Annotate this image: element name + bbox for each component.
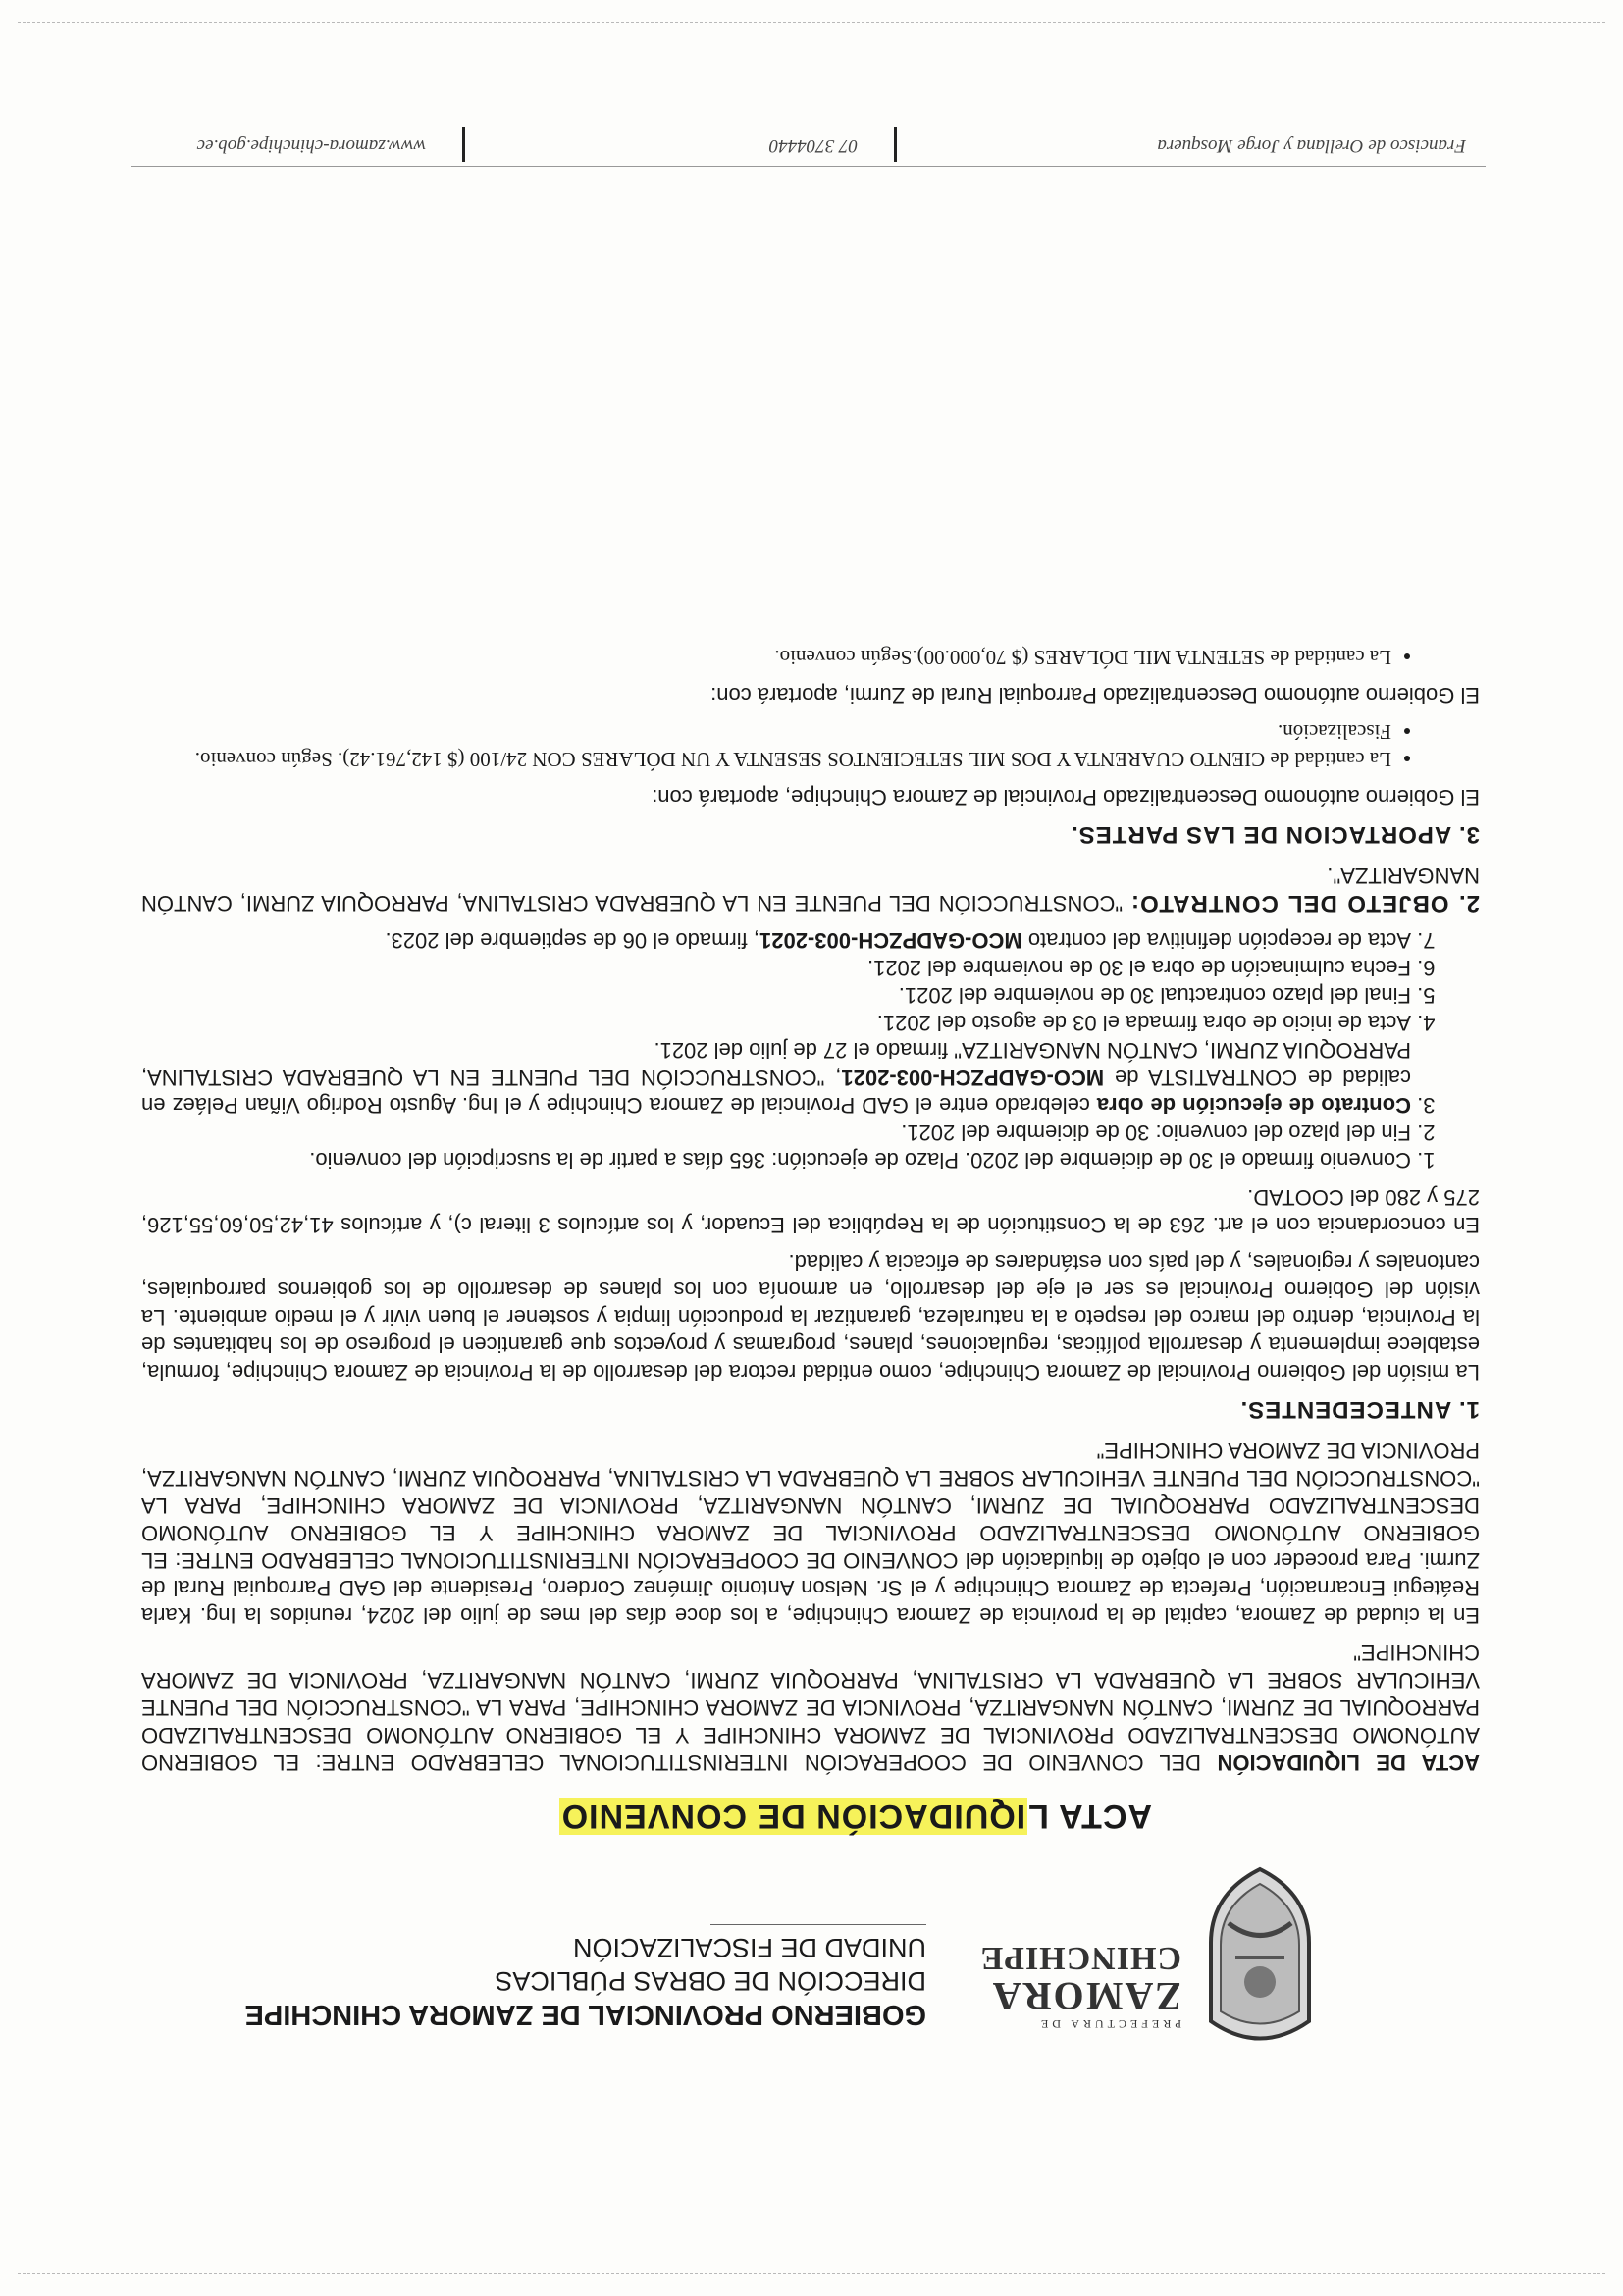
list-item: 4. Acta de inicio de obra firmada el 03 de agosto del 2021. xyxy=(141,1009,1411,1036)
objeto-text: "CONSTRUCCIÓN DEL PUENTE EN LA QUEBRADA CRISTALINA, PARROQUIA ZURMI, CANTÓN NANGARITZA". xyxy=(141,863,1480,915)
reception-rest: , firmado el 06 de septiembre del 2023. xyxy=(385,928,760,953)
brand-mark xyxy=(979,1940,1181,2031)
letterhead-divider xyxy=(710,1924,926,1925)
intro-text: DEL CONVENIO DE COOPERACIÓN INTERINSTITUCIONAL CELEBRADO ENTRE: EL GOBIERNO AUTÓNOMO DESCENTRALIZADO PROVINCIAL DE ZAMORA CHINCHIPE Y EL GOBIERNO AUTÓNOMO DESCENTRALIZADO PARROQUIAL DE ZURMI, CANTÓN NANGARITZA, PROVINCIA DE ZAMORA CHINCHIPE, PARA LA "CONSTRUCCIÓN DEL PUENTE VEHICULAR SOBRE LA QUEBRADA LA CRISTALINA, PARROQUIA ZURMI, CANTÓN NANGARITZA, PROVINCIA DE ZAMORA CHINCHIPE" xyxy=(141,1641,1480,1775)
contract-bold: Contrato de ejecución de obra xyxy=(1096,1093,1411,1118)
section-antecedentes: 1. ANTECEDENTES. xyxy=(1239,1396,1480,1423)
opening-paragraph: En la ciudad de Zamora, capital de la provincia de Zamora Chinchipe, a los doce días del mes de julio del 2024, reunidos la Ing. Karla Reátegui Encarnación, Prefecta de Zamora Chinchipe y el Sr. Nelson Antonio Jiménez Cordero, Presidente del GAD Parroquial Rural de Zurmi. Para proceder con el objeto de liquidación del CONVENIO DE COOPERACIÓN INTERINSTITUCIONAL CELEBRADO ENTRE: EL GOBIERNO AUTÓNOMO DESCENTRALIZADO PROVINCIAL DE ZAMORA CHINCHIPE Y EL GOBIERNO AUTÓNOMO DESCENTRALIZADO PARROQUIAL DE ZURMI, CANTÓN NANGARITZA, PROVINCIA DE ZAMORA CHINCHIPE, PARA LA "CONSTRUCCIÓN DEL PUENTE VEHICULAR SOBRE LA QUEBRADA LA CRISTALINA, PARROQUIA ZURMI, CANTÓN NANGARITZA, PROVINCIA DE ZAMORA CHINCHIPE" xyxy=(141,1438,1480,1628)
list-item: 5. Final del plazo contractual 30 de noviembre del 2021. xyxy=(141,981,1411,1009)
list-item: 1. Convenio firmado el 30 de diciembre del 2020. Plazo de ejecución: 365 días a partir de la suscripción del convenio. xyxy=(141,1146,1411,1174)
section-aportacion: 3. APORTACION DE LAS PARTES. xyxy=(1071,821,1480,848)
reception-code: MCO-GADPZCH-003-2021 xyxy=(759,928,1022,953)
footer-website: www.zamora-chinchipe.gob.ec xyxy=(196,135,426,156)
brand-line-2: CHINCHIPE xyxy=(979,1940,1181,1976)
parish-contribution: El Gobierno autónomo Descentralizado Parroquial Rural de Zurmi, aportará con: xyxy=(710,683,1480,707)
reception-text: Acta de recepción definitiva del contrato xyxy=(1021,928,1411,953)
brand-prefix: PREFECTURA DE xyxy=(1036,2017,1181,2031)
list-item: 2. Fin del plazo del convenio: 30 de diciembre del 2021. xyxy=(141,1119,1411,1146)
list-item: • La cantidad de SETENTA MIL DÓLARES ($ 70,000.00).Según convenio. xyxy=(141,644,1391,671)
footer-divider xyxy=(894,127,897,162)
parish-contribution-list xyxy=(141,644,1480,671)
list-item: • La cantidad de CIENTO CUARENTA Y DOS MIL SETECIENTOS SESENTA Y UN DÓLARES CON 24/100 ($ 142,761.42). Según convenio. xyxy=(141,746,1391,773)
contract-rest: , "CONSTRUCCIÓN DEL PUENTE EN LA QUEBRADA CRISTALINA, PARROQUIA ZURMI, CANTÓN NANGARITZA" firmado el 27 de julio del 2021. xyxy=(141,1038,1411,1090)
legal-paragraph: En concordancia con el art. 263 de la Constitución de la República del Ecuador, y los artículos 3 literal c), y artículos 41,42,50,60,55,126, 275 y 280 del COOTAD. xyxy=(141,1185,1480,1237)
letterhead xyxy=(244,1864,1329,2051)
footer-divider xyxy=(462,127,465,162)
list-item: 6. Fecha culminación de obra el 30 de noviembre del 2021. xyxy=(141,954,1411,981)
footer-phone: 07 3704440 xyxy=(768,135,858,156)
scan-edge-bottom xyxy=(18,22,1605,23)
section-objeto xyxy=(141,861,1480,916)
provincial-contribution: El Gobierno autónomo Descentralizado Provincial de Zamora Chinchipe, aportará con: xyxy=(652,785,1480,809)
list-item xyxy=(141,926,1411,954)
government-name: GOBIERNO PROVINCIAL DE ZAMORA CHINCHIPE xyxy=(244,1999,926,2030)
provincial-crest-icon xyxy=(1191,1864,1329,2051)
mission-paragraph: La misión del Gobierno Provincial de Zamora Chinchipe, como entidad rectora del desarrollo de la Provincia de Zamora Chinchipe, formula, establece implementa y desarrolla políticas, regulaciones, planes, programas y proyectos que garanticen el progreso de los habitantes de la Provincia, dentro del marco del respeto a la naturaleza, garantizar la producción limpia y sostener el buen vivir y el medio ambiente. La visión del Gobierno Provincial es ser el eje del desarrollo, en armonía con los planes de desarrollo de los gobiernos parroquiales, cantonales y regionales, y del país con estándares de eficacia y calidad. xyxy=(141,1250,1480,1384)
document-body xyxy=(141,634,1480,1776)
intro-bold: ACTA DE LIQUIDACIÓN xyxy=(1217,1750,1480,1775)
objeto-label: 2. OBJETO DEL CONTRATO: xyxy=(1130,890,1480,916)
document-title xyxy=(347,1797,1152,1835)
antecedents-list xyxy=(141,926,1480,1174)
brand-line-1: ZAMORA xyxy=(990,1974,1181,2018)
footer xyxy=(131,123,1486,167)
title-highlight: IQUIDACIÓN DE CONVENIO xyxy=(560,1798,1026,1835)
contract-text: celebrado entre el GAD Provincial de Zamora Chinchipe y el Ing. Agusto Rodrigo Viñan Peláez en calidad de CONTRATISTA de xyxy=(141,1066,1411,1118)
title-start: ACTA L xyxy=(1027,1798,1152,1835)
list-item xyxy=(141,1036,1411,1119)
footer-address: Francisco de Orellana y Jorge Mosquera xyxy=(1157,135,1466,156)
intro-paragraph xyxy=(141,1639,1480,1776)
contract-code: MCO-GADPZCH-003-2021 xyxy=(841,1066,1105,1090)
scan-edge-top xyxy=(18,2273,1605,2274)
unit-name: UNIDAD DE FISCALIZACIÓN xyxy=(572,1933,926,1962)
list-item: • Fiscalización. xyxy=(141,718,1391,746)
letterhead-text xyxy=(239,1924,926,2031)
direction-name: DIRECCIÓN DE OBRAS PÚBLICAS xyxy=(495,1966,926,1996)
provincial-contribution-list xyxy=(141,718,1480,773)
